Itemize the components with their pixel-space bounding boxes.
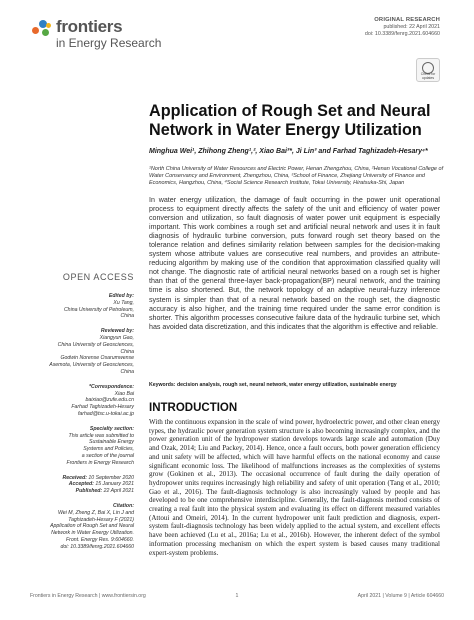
reviewed-by-label: Reviewed by: bbox=[100, 328, 134, 335]
accepted-row bbox=[20, 481, 134, 488]
author-list: Minghua Wei¹, Zhihong Zheng¹,², Xiao Bai³*, Ji Lin³ and Farhad Taghizadeh-Hesary⁴* bbox=[149, 148, 428, 155]
correspondence-line: Xiao Bai bbox=[114, 390, 134, 397]
check-for-updates-button[interactable] bbox=[416, 58, 440, 82]
published-row bbox=[20, 488, 134, 495]
correspondence-block bbox=[20, 384, 134, 418]
received-date: 10 September 2020 bbox=[88, 474, 134, 481]
edited-by-line: China bbox=[120, 313, 134, 320]
edited-by-block bbox=[20, 293, 134, 320]
frontiers-logo[interactable] bbox=[32, 16, 172, 50]
citation-doi[interactable]: doi: 10.3389/fenrg.2021.604660 bbox=[60, 543, 134, 550]
introduction-heading: INTRODUCTION bbox=[149, 402, 238, 414]
specialty-section-block bbox=[20, 426, 134, 467]
accepted-label: Accepted: bbox=[68, 481, 94, 488]
reviewer-line: China University of Geosciences, bbox=[57, 341, 134, 348]
published-date-sidebar: 22 April 2021 bbox=[103, 488, 134, 495]
correspondence-line: Farhad Taghizadeh-Hesary bbox=[71, 404, 134, 411]
footer-journal-link[interactable]: Frontiers in Energy Research | www.frontiersin.org bbox=[30, 593, 146, 599]
article-meta bbox=[365, 17, 440, 38]
logo-dot-orange bbox=[32, 27, 39, 34]
page-number: 1 bbox=[235, 593, 239, 599]
specialty-section-line: Frontiers in Energy Research bbox=[66, 459, 134, 466]
reviewer-line: China bbox=[120, 368, 134, 375]
abstract-text: In water energy utilization, the damage of fault occurring in the power unit operational process to equipment directly affects the safety of the unit and efficiency of water power conversion and utilization, so fault diagnosis of water power unit equipment is especially important. This work combines a rough set and artificial neural network and uses it in fault diagnosis of hydraulic turbine conversion, puts forward rough set theory based on the tolerance relation and defines similarity relation between samples for the decision-making system whose attribute values are consecutive real numbers, and provides an attribute-reducing algorithm by making use of the condition that approximation classified quality will not change. The diagnostic rate of artificial neural networks based on a rough set is higher than that of the general three-layer back-propagation(BP) neural network, and the training time is also shortened. But, the network topology of an adaptive neural-fuzzy inference system is simpler than that of a neural network based on the rough set, the diagnostic accuracy is also higher, and the training time required under the same error condition is shorter. This algorithm processes consecutive failure data of the hydraulic turbine set, which has avoided data discretization, and this indicates that the algorithm is effective and reliable. bbox=[149, 196, 440, 331]
citation-line: Network in Water Energy Utilization. bbox=[51, 530, 134, 537]
keywords: Keywords: decision analysis, rough set, neural network, water energy utilization, sustainable energy bbox=[149, 382, 397, 388]
introduction-text: With the continuous expansion in the scale of wind power, hydroelectric power, and other clean energy types, the hydraulic power generation system structure is also becoming increasingly complex, and the power generation unit of the hydropower station develops towards large scale and automation (Duy and Ozak, 2014; Liu and Packey, 2014). Hence, once a fault occurs, both power generation efficiency and unit safety will be affected, which will have harmful effects on the national economy and cause significant economic loss. The likelihood of malfunctions increases as the complexities of systems grow (Gokinen et al., 2013). The occasional occurrence of fault during the daily operation of hydropower units requires increasingly high reliability and safety of unit operation (Tang et al., 2010; Gao et al., 2016). The fault-diagnosis technology is also increasingly valued by people and has developed to be one comprehensive interdiscipline. Generally, the fault-diagnosis method consists of creating a real fault into the physical system and evaluating its effect on different measured variables (Attoui and Omeiri, 2014). In the current hydropower unit fault prediction and diagnosis, expert-system fault-diagnosis technology has been widely applied to the actual system, and excellent effects have been achieved (Lu et al., 2016a; Lu et al., 2016b). However, the inherent defect of the symbol information processing mechanism on which the expert system is based causes many traditional expert-system problems. bbox=[149, 418, 440, 557]
specialty-section-line: a section of the journal bbox=[81, 452, 134, 459]
published-label: Published: bbox=[75, 488, 103, 495]
edited-by-line[interactable]: Xu Tang, bbox=[113, 299, 134, 306]
received-label: Received: bbox=[62, 474, 87, 481]
frontiers-logo-icon bbox=[32, 18, 52, 38]
correspondence-email[interactable]: farhad@tsc.u-tokai.ac.jp bbox=[77, 410, 134, 417]
edited-by-label: Edited by: bbox=[108, 293, 134, 299]
journal-name: in Energy Research bbox=[56, 36, 162, 50]
article-info-sidebar bbox=[20, 272, 134, 559]
logo-dot-yellow bbox=[46, 23, 51, 28]
specialty-section-line: This article was submitted to bbox=[68, 432, 134, 439]
citation-line: Front. Energy Res. 9:604660. bbox=[65, 536, 134, 543]
citation-label: Citation: bbox=[112, 502, 134, 509]
specialty-section-line: Systems and Policies, bbox=[83, 446, 134, 453]
published-date: published: 22 April 2021 bbox=[383, 24, 440, 30]
open-access-label: OPEN ACCESS bbox=[62, 272, 134, 282]
correspondence-label: *Correspondence: bbox=[89, 383, 134, 390]
citation-line: Application of Rough Set and Neural bbox=[50, 523, 134, 530]
specialty-section-line: Sustainable Energy bbox=[89, 439, 134, 446]
specialty-section-label: Specialty section: bbox=[89, 425, 134, 432]
reviewer-line: China bbox=[120, 348, 134, 355]
citation-line: Wei M, Zheng Z, Bai X, Lin J and bbox=[57, 509, 134, 516]
reviewer-line[interactable]: Xiangyun Gao, bbox=[99, 334, 134, 341]
reviewed-by-block bbox=[20, 328, 134, 376]
accepted-date: 15 January 2021 bbox=[95, 481, 134, 488]
correspondence-email[interactable]: baixiao@zufe.edu.cn bbox=[85, 397, 134, 404]
edited-by-line: China University of Petroleum, bbox=[63, 306, 134, 313]
citation-line: Taghizadeh-Hesary F (2021) bbox=[68, 516, 134, 523]
article-title: Application of Rough Set and Neural Network in Water Energy Utilization bbox=[149, 102, 431, 139]
reviewer-line[interactable]: Godwin Norense Osarumwense bbox=[60, 355, 134, 362]
citation-block bbox=[20, 503, 134, 551]
article-doi[interactable]: doi: 10.3389/fenrg.2021.604660 bbox=[364, 31, 440, 37]
brand-name: frontiers bbox=[56, 17, 123, 36]
article-type: ORIGINAL RESEARCH bbox=[374, 17, 440, 23]
received-row bbox=[20, 475, 134, 482]
check-updates-label: Check for updates bbox=[420, 72, 436, 80]
reviewer-line: Asemota, University of Geosciences, bbox=[49, 362, 134, 369]
logo-dot-green bbox=[42, 29, 49, 36]
footer-issue-info: April 2021 | Volume 9 | Article 604660 bbox=[357, 593, 444, 599]
affiliations: ¹North China University of Water Resources and Electric Power, Henan Zhengzhou, China, ²Henan Vocational College of Water Conservancy and Environment, Zhengzhou, China, ³School of Finance, Zhejiang University of Finance and Economics, Hangzhou, China, ⁴Social Science Research Institute, Tokai University, Hiratsuka-Shi, Japan bbox=[149, 166, 444, 187]
